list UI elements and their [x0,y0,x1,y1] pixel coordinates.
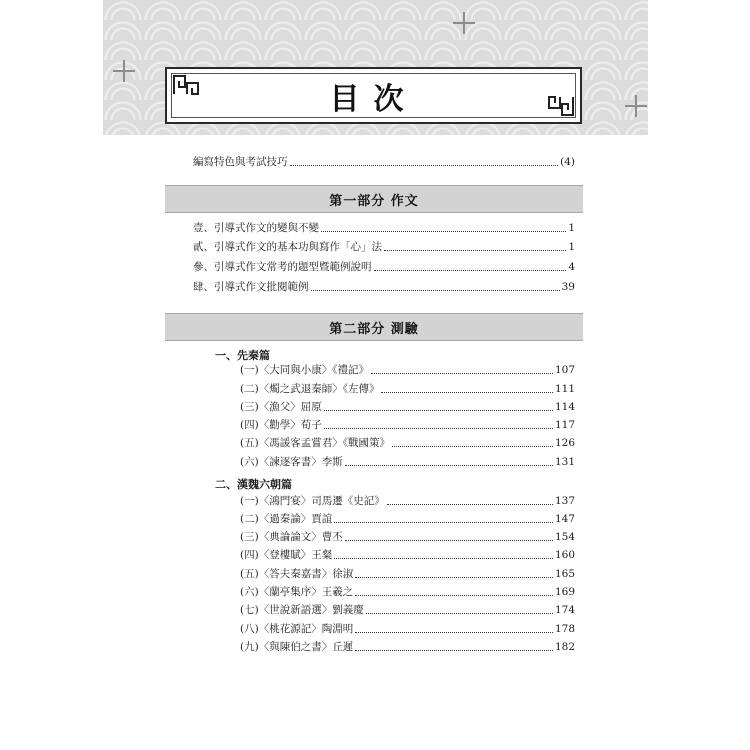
toc-entry-label: (二)〈過秦論〉賈誼 [240,513,333,525]
page-title: 目次 [329,81,418,117]
toc-entry-page: 182 [554,641,575,653]
toc-entry-page: 137 [554,495,575,507]
dot-leader [311,289,560,291]
sparkle-icon [113,60,135,82]
toc-entry-page: 1 [568,222,575,234]
toc-entry-page: 154 [554,531,575,543]
dot-leader [392,445,553,447]
toc-entry-page: 39 [561,281,575,293]
section-title: 一、先秦篇 [215,349,270,362]
dot-leader [324,409,553,411]
toc-entry[interactable] [240,603,575,617]
toc-entry-intro[interactable] [193,155,575,169]
part2-heading-band [165,313,583,341]
toc-entry-label: 貳、引導式作文的基本功與寫作「心」法 [193,241,382,253]
toc-entry-label: (二)〈燭之武退秦師〉《左傳》 [240,383,380,395]
toc-entry-label: (六)〈蘭亭集序〉王羲之 [240,586,354,598]
toc-entry[interactable] [193,240,575,254]
toc-entry-label: (三)〈漁父〉屈原 [240,401,322,413]
toc-entry-page: 165 [554,568,575,580]
dot-leader [387,503,553,505]
dot-leader [334,557,553,559]
toc-entry[interactable] [193,221,575,235]
sparkle-icon [625,95,647,117]
toc-entry-page: 1 [568,241,575,253]
toc-entry[interactable] [193,260,575,274]
toc-entry-label: (一)〈大同與小康〉《禮記》 [240,364,369,376]
toc-entry-page: 4 [568,261,575,273]
toc-entry[interactable] [240,512,575,526]
dot-leader [324,427,553,429]
toc-entry-page: (4) [560,156,575,168]
toc-entry-label: (四)〈登樓賦〉王粲 [240,549,333,561]
toc-entry[interactable] [240,585,575,599]
toc-entry[interactable] [240,363,575,377]
dot-leader [355,594,553,596]
dot-leader [366,612,553,614]
dot-leader [371,372,553,374]
toc-entry-label: 參、引導式作文常考的題型暨範例說明 [193,261,372,273]
dot-leader [355,649,553,651]
part1-heading: 第一部分 作文 [329,193,419,209]
toc-entry-page: 107 [554,364,575,376]
toc-entry-page: 126 [554,437,575,449]
toc-entry-page: 169 [554,586,575,598]
toc-entry[interactable] [193,280,575,294]
toc-entry-label: (一)〈鴻門宴〉司馬遷《史記》 [240,495,385,507]
toc-entry-page: 131 [554,456,575,468]
toc-entry-page: 178 [554,623,575,635]
toc-entry[interactable] [240,436,575,450]
part2-heading: 第二部分 測驗 [329,321,419,337]
toc-entry-label: 壹、引導式作文的變與不變 [193,222,319,234]
toc-entry-page: 111 [554,383,575,395]
toc-entry[interactable] [240,418,575,432]
toc-entry[interactable] [240,567,575,581]
dot-leader [334,521,553,523]
toc-entry-label: (九)〈與陳伯之書〉丘遲 [240,641,354,653]
toc-entry-label: (六)〈諫逐客書〉李斯 [240,456,343,468]
title-box [165,67,582,124]
toc-entry[interactable] [240,382,575,396]
toc-entry[interactable] [240,622,575,636]
toc-entry[interactable] [240,640,575,654]
toc-entry-page: 117 [554,419,575,431]
part1-heading-band [165,185,583,213]
toc-entry-label: (八)〈桃花源記〉陶淵明 [240,623,354,635]
section-title: 二、漢魏六朝篇 [215,478,292,491]
toc-entry[interactable] [240,494,575,508]
toc-entry[interactable] [240,530,575,544]
toc-entry[interactable] [240,455,575,469]
toc-entry-page: 147 [554,513,575,525]
dot-leader [384,249,566,251]
dot-leader [345,464,553,466]
toc-entry[interactable] [240,548,575,562]
dot-leader [321,230,566,232]
toc-entry[interactable] [240,400,575,414]
toc-entry-label: 編寫特色與考試技巧 [193,156,288,168]
dot-leader [381,391,553,393]
toc-entry-label: (七)〈世說新語選〉劉義慶 [240,604,364,616]
dot-leader [290,164,559,166]
dot-leader [374,269,567,271]
toc-entry-label: 肆、引導式作文批閱範例 [193,281,309,293]
toc-entry-page: 174 [554,604,575,616]
dot-leader [355,576,553,578]
toc-entry-label: (五)〈答夫秦嘉書〉徐淑 [240,568,354,580]
dot-leader [355,631,553,633]
toc-entry-label: (五)〈馮諼客孟嘗君〉《戰國策》 [240,437,390,449]
toc-entry-page: 160 [554,549,575,561]
sparkle-icon [453,12,475,34]
toc-entry-label: (四)〈勸學〉荀子 [240,419,322,431]
toc-entry-label: (三)〈典論論文〉曹丕 [240,531,343,543]
toc-entry-page: 114 [554,401,575,413]
dot-leader [345,539,553,541]
